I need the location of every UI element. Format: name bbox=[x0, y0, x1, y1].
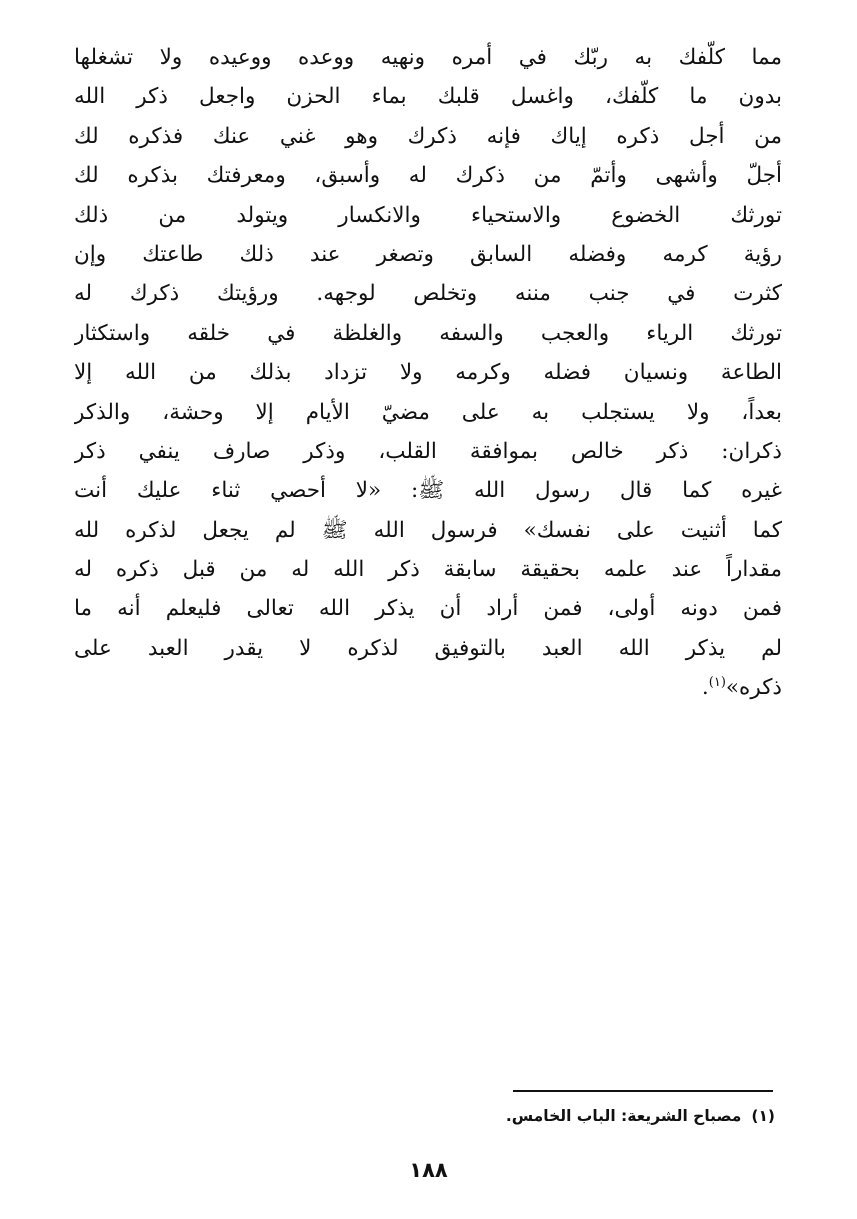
text-line: ذكران: ذكر خالص بموافقة القلب، وذكر صارف ينفي ذكر bbox=[74, 438, 782, 464]
text-line-last bbox=[74, 668, 782, 707]
text-line: غيره كما قال رسول الله ﷺ: «لا أحصي ثناء عليك أنت bbox=[74, 478, 782, 504]
last-line-text: ذكره» bbox=[725, 675, 782, 701]
footnote-separator bbox=[513, 1090, 773, 1092]
text-line: بعداً، ولا يستجلب به على مضيّ الأيام إلا وحشة، والذكر bbox=[74, 399, 782, 425]
text-line: مما كلّفك به ربّك في أمره ونهيه ووعده ووعيده ولا تشغلها bbox=[74, 45, 782, 70]
text-line: بدون ما كلّفك، واغسل قلبك بماء الحزن واجعل ذكر الله bbox=[74, 84, 782, 110]
text-line: رؤية كرمه وفضله السابق وتصغر عند ذلك طاعتك وإن bbox=[74, 241, 782, 267]
text-line: فمن دونه أولى، فمن أراد أن يذكر الله تعالى فليعلم أنه ما bbox=[74, 596, 782, 622]
text-line: تورثك الخضوع والاستحياء والانكسار ويتولد من ذلك bbox=[74, 202, 782, 228]
text-line: كما أثنيت على نفسك» فرسول الله ﷺ لم يجعل لذكره لله bbox=[74, 517, 782, 543]
footnote-number: (١) bbox=[751, 1107, 775, 1125]
main-text-block bbox=[74, 38, 782, 708]
footnote-reference[interactable]: (١) bbox=[708, 675, 726, 691]
text-line: الطاعة ونسيان فضله وكرمه ولا تزداد بذلك من الله إلا bbox=[74, 360, 782, 386]
text-line: تورثك الرياء والعجب والسفه والغلظة في خلقه واستكثار bbox=[74, 320, 782, 346]
text-line: من أجل ذكره إياك فإنه ذكرك وهو غني عنك فذكره لك bbox=[74, 123, 782, 149]
last-line-period: . bbox=[701, 675, 709, 701]
text-line: أجلّ وأشهى وأتمّ من ذكرك له وأسبق، ومعرفتك بذكره لك bbox=[74, 163, 782, 189]
footnote-text: مصباح الشريعة: الباب الخامس. bbox=[505, 1107, 742, 1125]
text-line: لم يذكر الله العبد بالتوفيق لذكره لا يقدر العبد على bbox=[74, 635, 782, 661]
footnote bbox=[506, 1104, 775, 1128]
text-line: كثرت في جنب مننه وتخلص لوجهه. ورؤيتك ذكرك له bbox=[74, 281, 782, 307]
page-number: ١٨٨ bbox=[409, 1158, 448, 1182]
text-line: مقداراً عند علمه بحقيقة سابقة ذكر الله له من قبل ذكره له bbox=[74, 557, 782, 583]
